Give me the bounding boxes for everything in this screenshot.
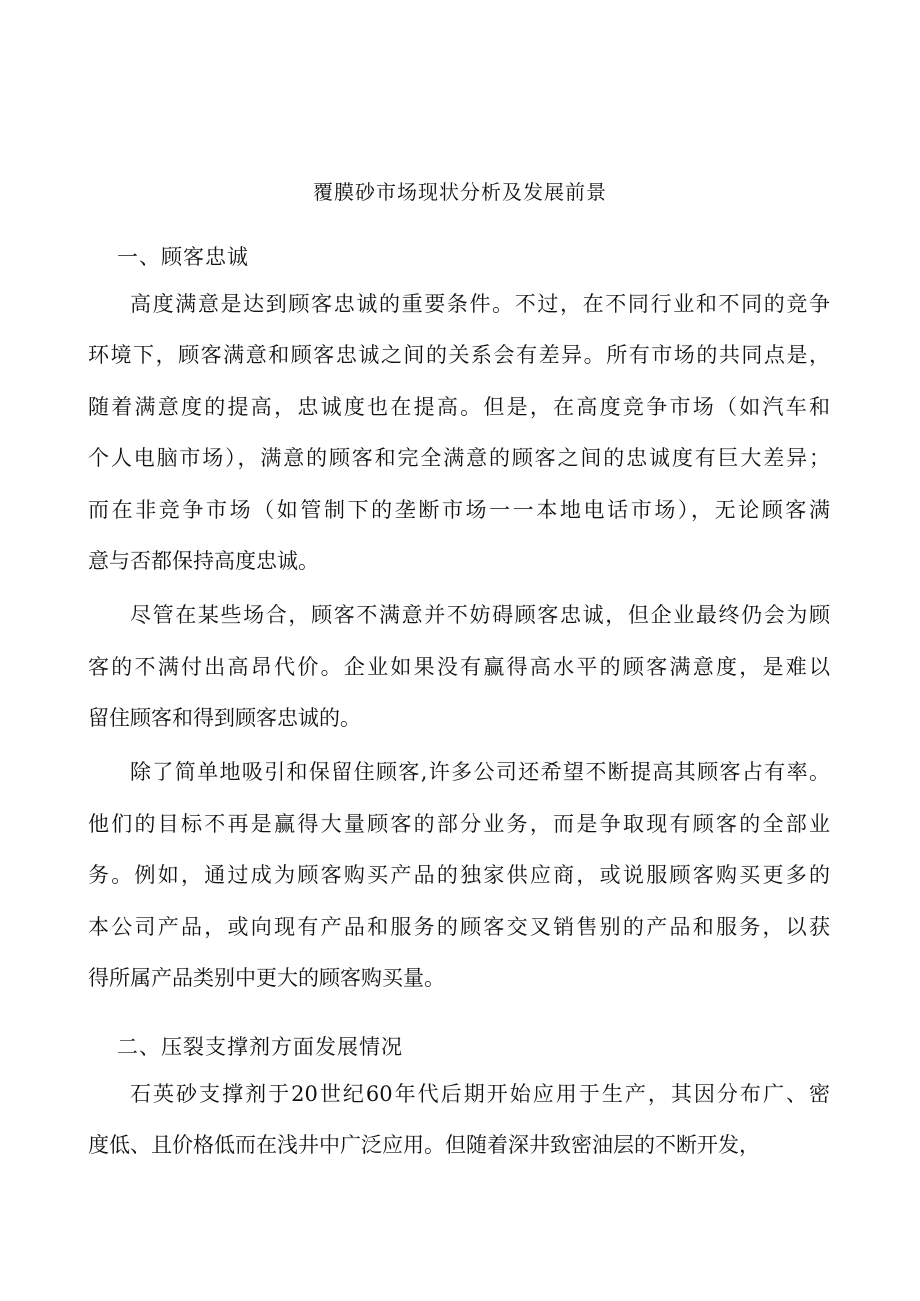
text-line: 随着满意度的提高，忠诚度也在提高。但是，在高度竞争市场（如汽车和 xyxy=(88,395,830,419)
section-heading-proppant: 二、压裂支撑剂方面发展情况 xyxy=(117,1035,403,1059)
text-line: 石英砂支撑剂于20世纪60年代后期开始应用于生产，其因分布广、密 xyxy=(130,1082,830,1106)
text-line: 除了简单地吸引和保留住顾客,许多公司还希望不断提高其顾客占有率。 xyxy=(130,760,830,784)
section-heading-customer-loyalty: 一、顾客忠诚 xyxy=(117,245,249,269)
text-line: 环境下，顾客满意和顾客忠诚之间的关系会有差异。所有市场的共同点是， xyxy=(88,343,830,367)
text-line: 客的不满付出高昂代价。企业如果没有赢得高水平的顾客满意度，是难以 xyxy=(88,655,830,679)
text-line: 他们的目标不再是赢得大量顾客的部分业务，而是争取现有顾客的全部业 xyxy=(88,812,830,836)
text-line: 度低、且价格低而在浅井中广泛应用。但随着深井致密油层的不断开发， xyxy=(88,1133,760,1157)
text-line: 务。例如，通过成为顾客购买产品的独家供应商，或说服顾客购买更多的 xyxy=(88,863,830,887)
text-line: 本公司产品，或向现有产品和服务的顾客交叉销售别的产品和服务，以获 xyxy=(88,915,830,939)
text-line: 高度满意是达到顾客忠诚的重要条件。不过，在不同行业和不同的竞争 xyxy=(130,292,830,316)
text-line: 意与否都保持高度忠诚。 xyxy=(88,549,319,573)
text-line: 而在非竞争市场（如管制下的垄断市场一一本地电话市场），无论顾客满 xyxy=(88,498,830,522)
text-line: 得所属产品类别中更大的顾客购买量。 xyxy=(88,966,445,990)
text-line: 尽管在某些场合，顾客不满意并不妨碍顾客忠诚，但企业最终仍会为顾 xyxy=(130,603,830,627)
document-title: 覆膜砂市场现状分析及发展前景 xyxy=(313,180,607,204)
text-line: 留住顾客和得到顾客忠诚的。 xyxy=(88,706,361,730)
text-line: 个人电脑市场），满意的顾客和完全满意的顾客之间的忠诚度有巨大差异； xyxy=(88,446,830,470)
